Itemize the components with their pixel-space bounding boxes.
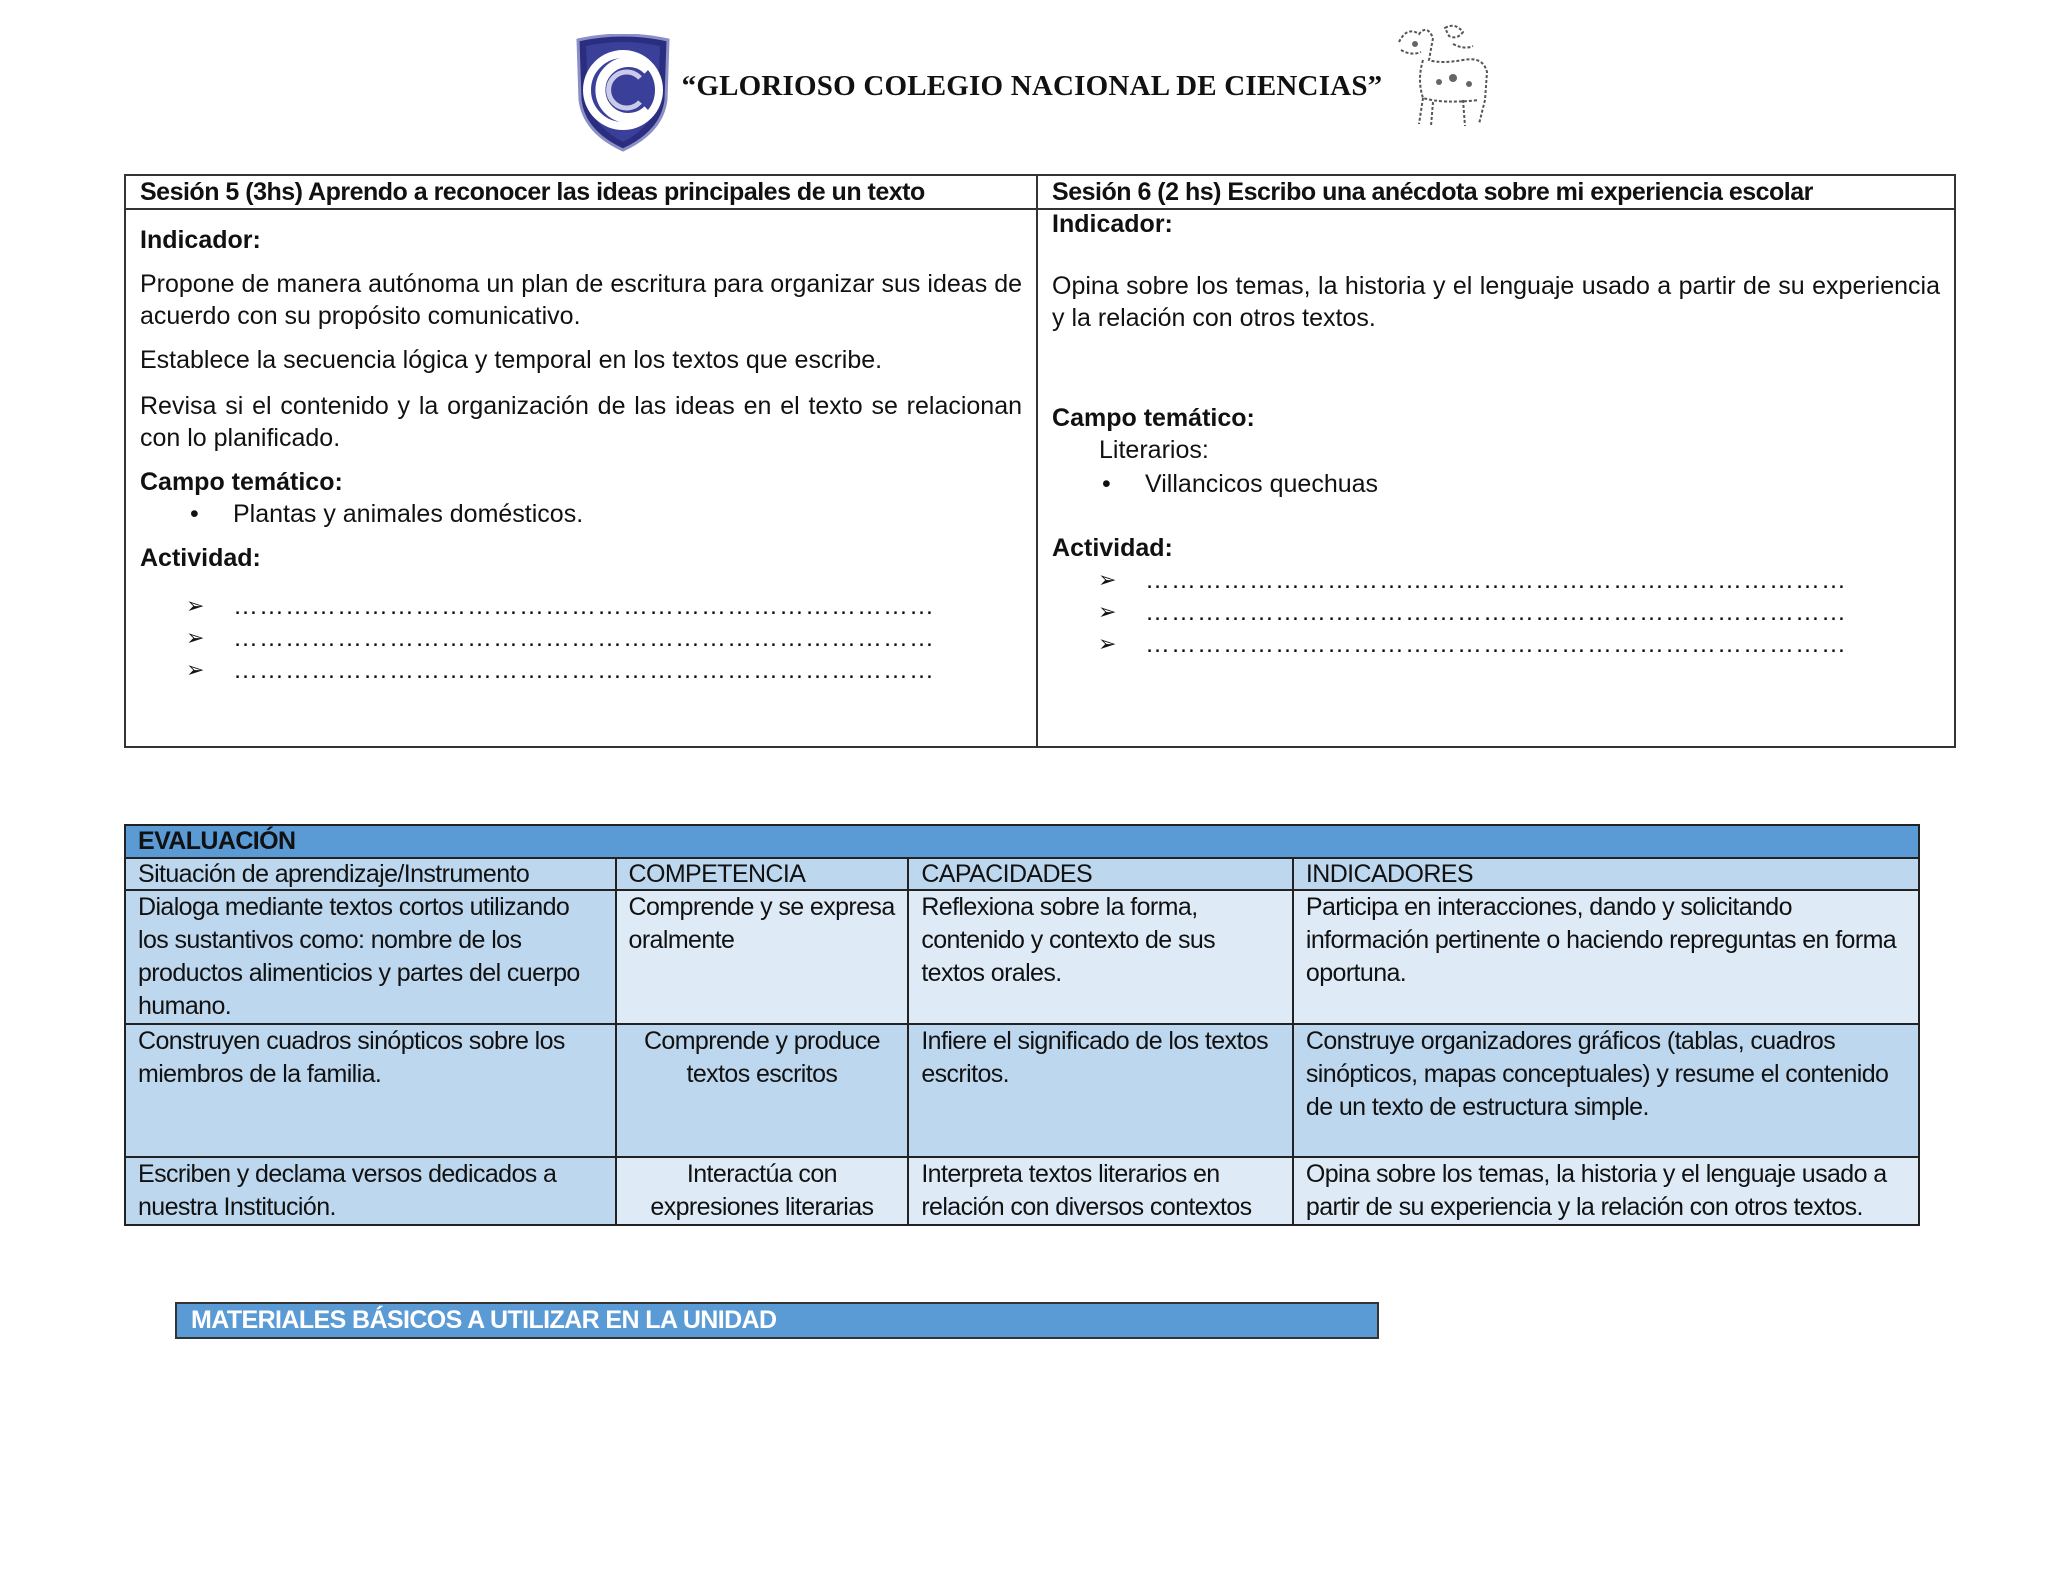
- list-item: ➢ ………………………………………………………………………: [186, 656, 935, 684]
- sessions-table: [124, 174, 1956, 748]
- situacion-cell: Construyen cuadros sinópticos sobre los miembros de la familia.: [125, 1024, 616, 1157]
- arrowhead-bullet-icon: ➢: [186, 593, 206, 618]
- list-item: ➢ ………………………………………………………………………: [186, 592, 935, 620]
- arrowhead-bullet-icon: ➢: [1098, 599, 1118, 624]
- session-6-title: Sesión 6 (2 hs) Escribo una anécdota sobre mi experiencia escolar: [1037, 175, 1955, 209]
- campo-label: Campo temático:: [140, 468, 343, 496]
- situacion-cell: Escriben y declama versos dedicados a nuestra Institución.: [125, 1157, 616, 1225]
- school-crest-icon: [574, 34, 672, 152]
- actividad-label: Actividad:: [140, 544, 261, 572]
- competencia-cell: Comprende y produce textos escritos: [616, 1024, 909, 1157]
- list-item: ➢ ………………………………………………………………………: [1098, 630, 1848, 658]
- competencia-cell: Interactúa con expresiones literarias: [616, 1157, 909, 1225]
- campo-sub-label: Literarios:: [1099, 436, 1209, 464]
- evaluation-table: [124, 824, 1920, 1226]
- capacidades-cell: Reflexiona sobre la forma, contenido y contexto de sus textos orales.: [908, 890, 1293, 1024]
- session-5-title: Sesión 5 (3hs) Aprendo a reconocer las ideas principales de un texto: [125, 175, 1037, 209]
- indicator-label: Indicador:: [1052, 210, 1173, 238]
- list-item: ➢ ………………………………………………………………………: [186, 624, 935, 652]
- document-header: [0, 20, 2048, 140]
- list-item: • Villancicos quechuas: [1102, 470, 1379, 498]
- actividad-label: Actividad:: [1052, 534, 1173, 562]
- column-header: INDICADORES: [1293, 858, 1919, 890]
- actividad-list: [1052, 564, 1940, 660]
- indicator-text: Propone de manera autónoma un plan de escritura para organizar sus ideas de acuerdo con su propósito comunicativo.: [140, 270, 1023, 330]
- school-name: “GLORIOSO COLEGIO NACIONAL DE CIENCIAS”: [681, 70, 1383, 102]
- arrowhead-bullet-icon: ➢: [186, 625, 206, 650]
- list-item: ➢ ………………………………………………………………………: [1098, 566, 1848, 594]
- list-item: ➢ ………………………………………………………………………: [1098, 598, 1848, 626]
- capacidades-cell: Interpreta textos literarios en relación con diversos contextos: [908, 1157, 1293, 1225]
- indicator-text: Opina sobre los temas, la historia y el lenguaje usado a partir de su experiencia y la relación con otros textos.: [1052, 272, 1940, 332]
- table-row: [125, 1024, 1919, 1157]
- indicator-text: Establece la secuencia lógica y temporal en los textos que escribe.: [140, 346, 883, 374]
- arrowhead-bullet-icon: ➢: [1098, 631, 1118, 656]
- situacion-cell: Dialoga mediante textos cortos utilizando los sustantivos como: nombre de los productos alimenticios y partes del cuerpo humano.: [125, 890, 616, 1024]
- session-5-content: [125, 209, 1037, 747]
- column-header: COMPETENCIA: [616, 858, 909, 890]
- session-6-content: [1037, 209, 1955, 747]
- list-item: • Plantas y animales domésticos.: [190, 500, 584, 528]
- table-row: [125, 1157, 1919, 1225]
- bullet-icon: •: [1102, 470, 1111, 498]
- competencia-cell: Comprende y se expresa oralmente: [616, 890, 909, 1024]
- campo-list: [1052, 468, 1940, 500]
- capacidades-cell: Infiere el significado de los textos escritos.: [908, 1024, 1293, 1157]
- column-header: Situación de aprendizaje/Instrumento: [125, 858, 616, 890]
- indicadores-cell: Participa en interacciones, dando y solicitando información pertinente o haciendo repreguntas en forma oportuna.: [1293, 890, 1919, 1024]
- campo-list: [140, 498, 1022, 530]
- actividad-list: [140, 590, 1022, 686]
- arrowhead-bullet-icon: ➢: [1098, 567, 1118, 592]
- indicadores-cell: Opina sobre los temas, la historia y el lenguaje usado a partir de su experiencia y la relación con otros textos.: [1293, 1157, 1919, 1225]
- arrowhead-bullet-icon: ➢: [186, 657, 206, 682]
- evaluation-title: EVALUACIÓN: [125, 825, 1919, 858]
- table-row: [125, 890, 1919, 1024]
- indicadores-cell: Construye organizadores gráficos (tablas, cuadros sinópticos, mapas conceptuales) y resume el contenido de un texto de estructura simple.: [1293, 1024, 1919, 1157]
- column-header: CAPACIDADES: [908, 858, 1293, 890]
- materials-heading: MATERIALES BÁSICOS A UTILIZAR EN LA UNIDAD: [175, 1302, 1379, 1339]
- llama-drawing-icon: [1393, 20, 1495, 132]
- indicator-text: Revisa si el contenido y la organización de las ideas en el texto se relacionan con lo planificado.: [140, 392, 1023, 452]
- bullet-icon: •: [190, 500, 199, 528]
- indicator-label: Indicador:: [140, 226, 261, 254]
- campo-label: Campo temático:: [1052, 404, 1255, 432]
